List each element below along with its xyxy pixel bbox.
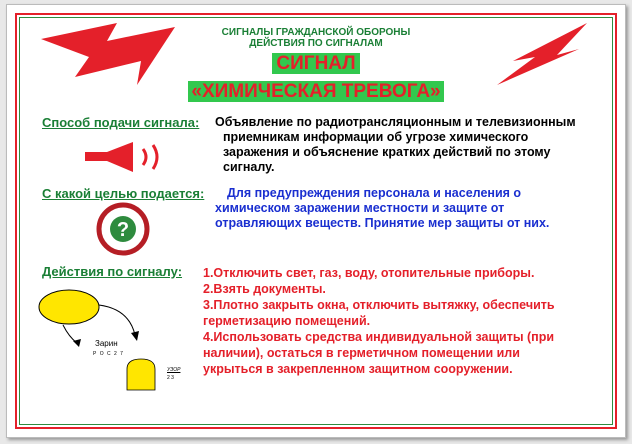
purpose-label: С какой целью подается:	[42, 186, 205, 201]
action-item: укрыться в закрепленном защитном сооружении.	[203, 362, 513, 376]
shelter-label: УЗОР	[167, 367, 181, 373]
chemical-cloud-icon	[37, 283, 147, 353]
method-text: Объявление по радиотрансляционным и телевизионным приемникам информации об угрозе химического заражения и объяснение кратких действий по этому сигналу.	[215, 115, 576, 174]
agent-label: Зарин	[95, 339, 118, 348]
action-item: 3.Плотно закрыть окна, отключить вытяжку, обеспечить	[203, 298, 555, 312]
action-item: наличии), остаться в герметичном помещении или	[203, 346, 520, 360]
title-signal: СИГНАЛ	[7, 53, 625, 75]
action-item: 4.Использовать средства индивидуальной защиты (при	[203, 330, 555, 344]
loudspeaker-icon	[85, 141, 175, 173]
svg-text:?: ?	[116, 219, 130, 241]
action-item: 2.Взять документы.	[203, 282, 326, 296]
slide	[6, 4, 626, 438]
shelter-sub-label: 2 3	[167, 375, 174, 381]
purpose-text: Для предупреждения персонала и населения о химическом заражении местности и защите от отравляющих веществ. Принятие мер защиты от них.	[215, 186, 550, 230]
header-line1: СИГНАЛЫ ГРАЖДАНСКОЙ ОБОРОНЫ	[221, 27, 411, 38]
title-chemical-alarm: «ХИМИЧЕСКАЯ ТРЕВОГА»	[7, 81, 625, 103]
method-label: Способ подачи сигнала:	[42, 115, 200, 130]
header-line2: ДЕЙСТВИЯ ПО СИГНАЛАМ	[249, 38, 383, 49]
shelter-icon	[125, 357, 159, 391]
actions-list	[203, 265, 555, 377]
actions-label: Действия по сигналу:	[42, 264, 183, 279]
agent-sub-label: Р О С 2 7	[93, 351, 124, 357]
action-item: 1.Отключить свет, газ, воду, отопительные приборы.	[203, 266, 535, 280]
question-sign-icon	[95, 201, 151, 257]
action-item: герметизацию помещений.	[203, 314, 371, 328]
